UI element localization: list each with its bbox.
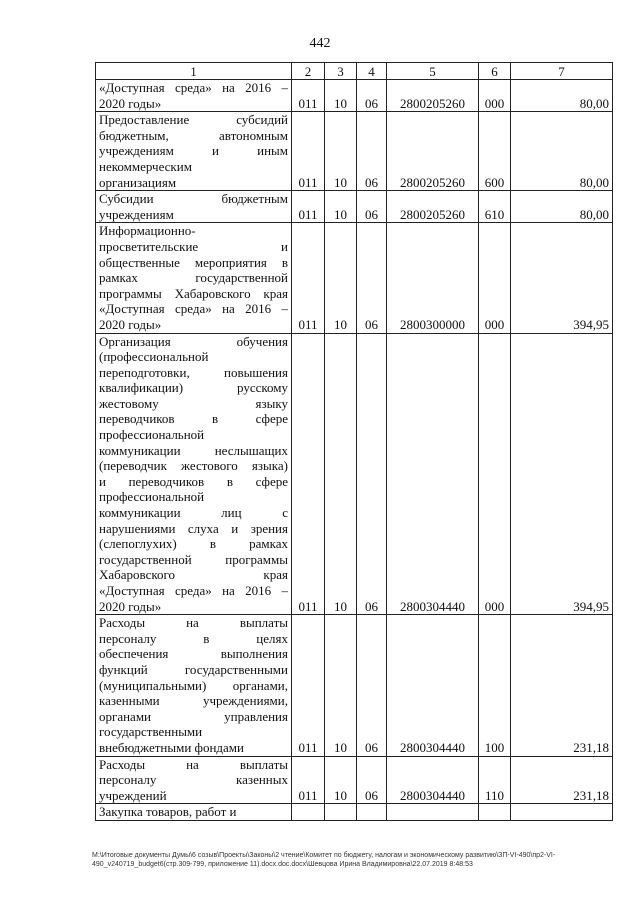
row-name-line: Организация обучения bbox=[99, 333, 288, 349]
row-name-line: «Доступная среда» на 2016 – bbox=[99, 301, 288, 317]
row-name-line: коммуникации неслышащих bbox=[99, 442, 288, 458]
target-article-cell: 2800304440 bbox=[387, 756, 479, 804]
row-name-line: программы Хабаровского края bbox=[99, 285, 288, 301]
table-row bbox=[96, 615, 613, 756]
row-name-line: учреждениям и иным bbox=[99, 143, 288, 159]
row-name-line: Субсидии бюджетным bbox=[99, 191, 288, 207]
row-name-line: (переводчик жестового языка) bbox=[99, 458, 288, 474]
target-article-cell: 2800304440 bbox=[387, 615, 479, 756]
row-name-cell bbox=[96, 756, 292, 804]
section-code-cell: 10 bbox=[325, 756, 357, 804]
subsection-code-cell: 06 bbox=[357, 191, 387, 223]
table-row bbox=[96, 223, 613, 333]
document-path-footer bbox=[92, 851, 617, 869]
row-name-cell bbox=[96, 615, 292, 756]
row-name-line: Расходы на выплаты bbox=[99, 756, 288, 772]
amount-cell: 394,95 bbox=[511, 223, 613, 333]
row-name-line: профессиональной bbox=[99, 489, 205, 505]
row-name-line: функций государственными bbox=[99, 661, 288, 677]
row-name-line: государственной программы bbox=[99, 551, 288, 567]
row-name-line: 2020 годы» bbox=[99, 598, 162, 614]
row-name-line: переподготовки, повышения bbox=[99, 364, 288, 380]
row-name-line: Закупка товаров, работ и bbox=[99, 804, 237, 820]
header-cell: 6 bbox=[479, 63, 511, 80]
subsection-code-cell: 06 bbox=[357, 112, 387, 191]
row-name-line: рамках государственной bbox=[99, 270, 288, 286]
row-name-line: 2020 годы» bbox=[99, 316, 162, 332]
table-row bbox=[96, 756, 613, 804]
amount-cell: 80,00 bbox=[511, 80, 613, 112]
table-row bbox=[96, 80, 613, 112]
header-cell: 3 bbox=[325, 63, 357, 80]
expense-type-cell bbox=[479, 804, 511, 821]
row-name-line: внебюджетными фондами bbox=[99, 739, 244, 755]
row-name-line: обеспечения выполнения bbox=[99, 646, 288, 662]
expense-type-cell: 600 bbox=[479, 112, 511, 191]
footer-line: 490_v240719_budget6(стр.309-799, приложение 11).docx.doc.docx\Шевцова Ирина Владимировна\22.07.2019 8:48:53 bbox=[92, 861, 473, 868]
expense-type-cell: 000 bbox=[479, 333, 511, 615]
row-name-cell bbox=[96, 333, 292, 615]
section-code-cell: 10 bbox=[325, 112, 357, 191]
row-name-line: коммуникации лиц с bbox=[99, 505, 288, 521]
expense-type-cell: 000 bbox=[479, 223, 511, 333]
row-name-line: государственными bbox=[99, 724, 203, 740]
target-article-cell: 2800205260 bbox=[387, 191, 479, 223]
header-cell: 2 bbox=[292, 63, 325, 80]
row-name-line: общественные мероприятия в bbox=[99, 254, 288, 270]
table-header-row bbox=[96, 63, 613, 80]
row-name-line: учреждениям bbox=[99, 206, 174, 222]
amount-cell: 231,18 bbox=[511, 756, 613, 804]
row-name-cell bbox=[96, 804, 292, 821]
row-name-line: бюджетным, автономным bbox=[99, 127, 288, 143]
row-name-line: персоналу в целях bbox=[99, 630, 288, 646]
amount-cell: 80,00 bbox=[511, 191, 613, 223]
row-name-line: персоналу казенных bbox=[99, 772, 288, 788]
row-name-cell bbox=[96, 191, 292, 223]
ministry-code-cell: 011 bbox=[292, 112, 325, 191]
row-name-cell bbox=[96, 223, 292, 333]
row-name-line: Хабаровского края bbox=[99, 567, 288, 583]
subsection-code-cell: 06 bbox=[357, 615, 387, 756]
expense-type-cell: 110 bbox=[479, 756, 511, 804]
row-name-line: (профессиональной bbox=[99, 349, 209, 365]
amount-cell: 80,00 bbox=[511, 112, 613, 191]
amount-cell bbox=[511, 804, 613, 821]
row-name-line: профессиональной bbox=[99, 427, 205, 443]
row-name-line: жестовому языку bbox=[99, 395, 288, 411]
section-code-cell: 10 bbox=[325, 223, 357, 333]
row-name-line: органами управления bbox=[99, 708, 288, 724]
target-article-cell: 2800205260 bbox=[387, 80, 479, 112]
row-name-line: и переводчиков в сфере bbox=[99, 473, 288, 489]
expense-type-cell: 000 bbox=[479, 80, 511, 112]
page-number: 442 bbox=[309, 36, 331, 51]
row-name-line: «Доступная среда» на 2016 – bbox=[99, 80, 288, 95]
row-name-line: некоммерческим bbox=[99, 158, 192, 174]
header-cell: 1 bbox=[96, 63, 292, 80]
row-name-line: (муниципальными) органами, bbox=[99, 677, 288, 693]
row-name-cell bbox=[96, 112, 292, 191]
target-article-cell bbox=[387, 804, 479, 821]
table-row bbox=[96, 333, 613, 615]
amount-cell: 394,95 bbox=[511, 333, 613, 615]
row-name-line: «Доступная среда» на 2016 – bbox=[99, 583, 288, 598]
subsection-code-cell: 06 bbox=[357, 223, 387, 333]
target-article-cell: 2800300000 bbox=[387, 223, 479, 333]
ministry-code-cell bbox=[292, 804, 325, 821]
row-name-line: Расходы на выплаты bbox=[99, 615, 288, 631]
expense-type-cell: 100 bbox=[479, 615, 511, 756]
table-row bbox=[96, 191, 613, 223]
row-name-line: Предоставление субсидий bbox=[99, 112, 288, 128]
ministry-code-cell: 011 bbox=[292, 333, 325, 615]
ministry-code-cell: 011 bbox=[292, 615, 325, 756]
header-cell: 4 bbox=[357, 63, 387, 80]
row-name-line: нарушениями слуха и зрения bbox=[99, 520, 288, 536]
row-name-line: (слепоглухих) в рамках bbox=[99, 536, 288, 552]
row-name-line: учреждений bbox=[99, 787, 167, 803]
section-code-cell: 10 bbox=[325, 80, 357, 112]
row-name-line: Информационно- bbox=[99, 223, 196, 239]
subsection-code-cell bbox=[357, 804, 387, 821]
ministry-code-cell: 011 bbox=[292, 191, 325, 223]
table-row bbox=[96, 804, 613, 821]
section-code-cell: 10 bbox=[325, 333, 357, 615]
budget-table bbox=[95, 62, 613, 821]
row-name-cell bbox=[96, 80, 292, 112]
row-name-line: переводчиков в сфере bbox=[99, 411, 288, 427]
target-article-cell: 2800205260 bbox=[387, 112, 479, 191]
row-name-line: квалификации) русскому bbox=[99, 380, 288, 396]
header-cell: 7 bbox=[511, 63, 613, 80]
section-code-cell: 10 bbox=[325, 191, 357, 223]
subsection-code-cell: 06 bbox=[357, 80, 387, 112]
ministry-code-cell: 011 bbox=[292, 80, 325, 112]
row-name-line: просветительские и bbox=[99, 238, 288, 254]
table-row bbox=[96, 112, 613, 191]
section-code-cell bbox=[325, 804, 357, 821]
target-article-cell: 2800304440 bbox=[387, 333, 479, 615]
row-name-line: 2020 годы» bbox=[99, 95, 162, 111]
subsection-code-cell: 06 bbox=[357, 333, 387, 615]
expense-type-cell: 610 bbox=[479, 191, 511, 223]
subsection-code-cell: 06 bbox=[357, 756, 387, 804]
ministry-code-cell: 011 bbox=[292, 756, 325, 804]
amount-cell: 231,18 bbox=[511, 615, 613, 756]
header-cell: 5 bbox=[387, 63, 479, 80]
ministry-code-cell: 011 bbox=[292, 223, 325, 333]
row-name-line: казенными учреждениями, bbox=[99, 693, 288, 709]
section-code-cell: 10 bbox=[325, 615, 357, 756]
footer-line: М:\Итоговые документы Думы\6 созыв\Проекты\Законы\2 чтение\Комитет по бюджету, налогам и экономическому развитию\ЗП-VI-490\пр2-VI- bbox=[92, 852, 556, 859]
row-name-line: организациям bbox=[99, 174, 177, 190]
